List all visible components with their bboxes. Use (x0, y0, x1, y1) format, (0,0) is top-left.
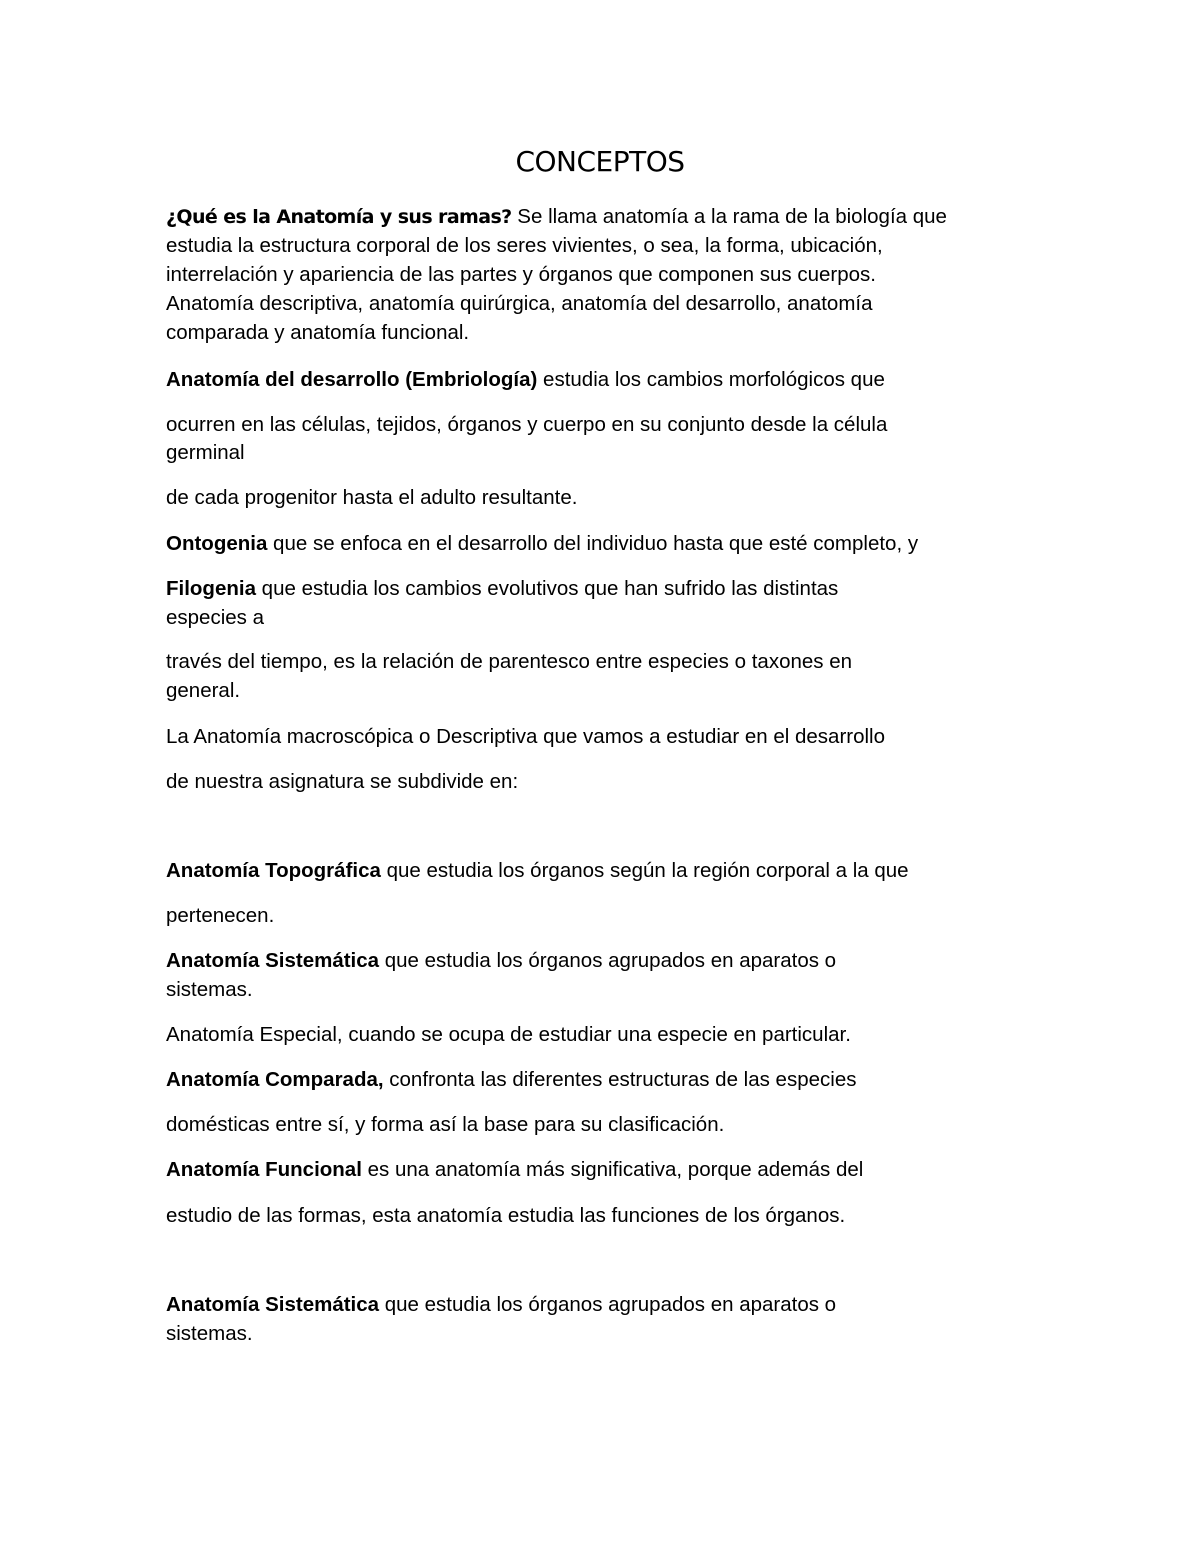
comparada-term: Anatomía Comparada, (166, 1068, 384, 1091)
filogenia-line-2: especies a (166, 606, 265, 629)
desarrollo-line-1-text: estudia los cambios morfológicos que (537, 368, 885, 391)
desarrollo-line-4: de cada progenitor hasta el adulto resultante. (166, 486, 578, 509)
sistematica2-term: Anatomía Sistemática (166, 1293, 380, 1316)
ontogenia-text: que se enfoca en el desarrollo del individuo hasta que esté completo, y (267, 532, 919, 555)
page-title: CONCEPTOS (515, 145, 685, 178)
topografica-line-2: pertenecen. (166, 904, 275, 927)
intro-line-2: estudia la estructura corporal de los seres vivientes, o sea, la forma, ubicación, (166, 234, 883, 257)
comparada-line-1 (166, 1065, 1066, 1094)
comparada-line-1-text: confronta las diferentes estructuras de las especies (383, 1068, 857, 1091)
ontogenia-term: Ontogenia (166, 532, 268, 555)
desarrollo-term: Anatomía del desarrollo (Embriología) (166, 368, 538, 391)
intro-line-1-text: Se llama anatomía a la rama de la biología que (511, 205, 947, 228)
ontogenia-line (166, 529, 1066, 558)
intro-line-4: Anatomía descriptiva, anatomía quirúrgica, anatomía del desarrollo, anatomía (166, 292, 873, 315)
intro-question: ¿Qué es la Anatomía y sus ramas? (166, 206, 512, 228)
topografica-line-1-text: que estudia los órganos según la región corporal a la que (380, 859, 909, 882)
desarrollo-line-3: germinal (166, 441, 245, 464)
sistematica2-line-2: sistemas. (166, 1322, 253, 1345)
filogenia-line-1-text: que estudia los cambios evolutivos que han sufrido las distintas (255, 577, 839, 600)
sistematica2-line-1-text: que estudia los órganos agrupados en aparatos o (379, 1293, 837, 1316)
comparada-line-2: domésticas entre sí, y forma así la base para su clasificación. (166, 1113, 725, 1136)
especial-line-1: Anatomía Especial, cuando se ocupa de estudiar una especie en particular. (166, 1023, 851, 1046)
sistematica-line-2: sistemas. (166, 978, 253, 1001)
filogenia-line-3: través del tiempo, es la relación de parentesco entre especies o taxones en (166, 650, 853, 673)
intro-line-5: comparada y anatomía funcional. (166, 321, 470, 344)
sistematica-line-1-text: que estudia los órganos agrupados en aparatos o (379, 949, 837, 972)
intro-line-1 (166, 202, 1066, 232)
funcional-term: Anatomía Funcional (166, 1158, 362, 1181)
topografica-line-1 (166, 856, 1066, 885)
sistematica2-line-1 (166, 1290, 1066, 1319)
filogenia-line-1 (166, 574, 1066, 603)
filogenia-term: Filogenia (166, 577, 256, 600)
sistematica-line-1 (166, 946, 1066, 975)
funcional-line-1 (166, 1155, 1066, 1184)
intro-line-3: interrelación y apariencia de las partes y órganos que componen sus cuerpos. (166, 263, 876, 286)
sistematica-term: Anatomía Sistemática (166, 949, 380, 972)
desarrollo-line-2: ocurren en las células, tejidos, órganos y cuerpo en su conjunto desde la célula (166, 413, 888, 436)
funcional-line-1-text: es una anatomía más significativa, porque además del (361, 1158, 864, 1181)
macroscopica-line-1: La Anatomía macroscópica o Descriptiva que vamos a estudiar en el desarrollo (166, 725, 886, 748)
funcional-line-2: estudio de las formas, esta anatomía estudia las funciones de los órganos. (166, 1204, 846, 1227)
filogenia-line-4: general. (166, 679, 241, 702)
macroscopica-line-2: de nuestra asignatura se subdivide en: (166, 770, 519, 793)
topografica-term: Anatomía Topográfica (166, 859, 381, 882)
desarrollo-line-1 (166, 365, 1066, 394)
